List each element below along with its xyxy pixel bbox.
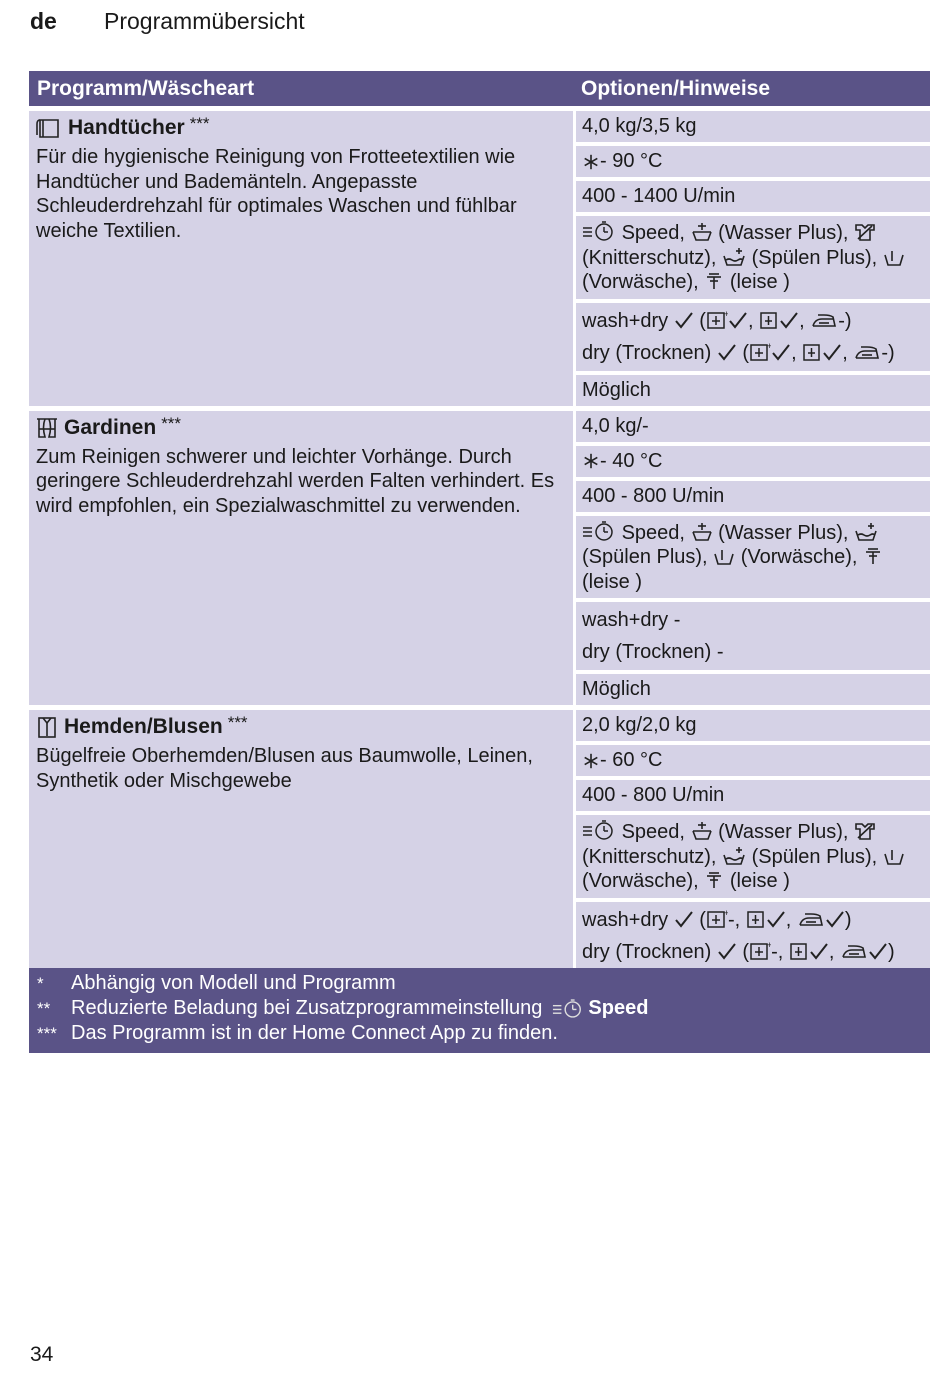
rinse-plus-icon [722, 247, 746, 267]
option-temperature [576, 745, 930, 776]
program-options [573, 111, 930, 406]
dry-extra-icon [706, 909, 728, 929]
wash-dry-line: wash+dry ( , , -) [582, 309, 852, 332]
dry-extra-icon [749, 941, 771, 961]
check-icon [809, 941, 829, 961]
shirt-icon [36, 716, 58, 738]
program-info [29, 411, 573, 706]
program-description: Für die hygienische Reinigung von Frotteetextilien wie Handtücher und Bademänteln. Angepasste Schleuderdrehzahl für optimales Waschen und fühlbar weiche Textilien. [36, 146, 517, 242]
option-extras [576, 216, 930, 299]
rinse-plus-text: (Spülen Plus), [751, 845, 878, 868]
page-title: Programmübersicht [104, 8, 305, 34]
temperature-text: - 40 °C [600, 449, 663, 472]
snowflake-icon [582, 752, 600, 770]
program-row-hemden [29, 705, 930, 1005]
water-plus-text: (Wasser Plus), [718, 821, 849, 843]
dry-label: dry (Trocknen) [582, 341, 712, 364]
knitterschutz-text: (Knitterschutz), [582, 845, 717, 868]
footnote-3 [37, 1021, 558, 1046]
dry-cupboard-icon [759, 310, 779, 330]
program-row-handtuecher [29, 106, 930, 406]
footnote-mark: ** [37, 998, 51, 1018]
speed-icon [552, 998, 584, 1019]
curtain-icon [36, 417, 58, 439]
quiet-text: (leise ) [729, 271, 790, 293]
option-temperature [576, 446, 930, 477]
wash-dry-line: wash+dry ( -, , ) [582, 908, 852, 931]
iron-dry-icon [840, 941, 868, 961]
dry-line: dry (Trocknen) ( -, , ) [582, 940, 895, 963]
check-icon [728, 310, 748, 330]
rinse-plus-icon [854, 522, 878, 542]
footnote-text: Reduzierte Beladung bei Zusatzprogrammeinstellung [71, 997, 543, 1019]
water-plus-icon [691, 821, 713, 841]
program-name-text: Gardinen [64, 415, 157, 439]
option-extras [576, 516, 930, 599]
dry-cupboard-icon [789, 941, 809, 961]
language-code: de [30, 8, 57, 34]
temperature-text: - 90 °C [600, 150, 663, 173]
wash-dry-label: wash+dry [582, 908, 669, 931]
speed-text: Speed, [621, 821, 685, 843]
footnote-2 [37, 996, 648, 1021]
option-extras [576, 815, 930, 898]
knitterschutz-icon [854, 222, 876, 242]
dry-label: dry (Trocknen) [582, 940, 712, 963]
quiet-icon [704, 271, 724, 291]
check-icon [771, 342, 791, 362]
check-icon [717, 342, 737, 362]
knitterschutz-text: (Knitterschutz), [582, 246, 717, 269]
dry-cupboard-icon [746, 909, 766, 929]
footnote-1 [37, 971, 396, 996]
program-row-gardinen [29, 406, 930, 706]
speed-icon [582, 520, 616, 542]
check-icon [825, 909, 845, 929]
option-temperature [576, 146, 930, 177]
footnote-mark: *** [37, 1023, 57, 1043]
speed-icon [582, 220, 616, 242]
wash-dry-label: wash+dry [582, 309, 669, 332]
rinse-plus-icon [722, 846, 746, 866]
check-icon [822, 342, 842, 362]
option-load: 4,0 kg/- [576, 411, 930, 442]
check-icon [779, 310, 799, 330]
program-info [29, 111, 573, 406]
dry-cupboard-icon [802, 342, 822, 362]
snowflake-icon [582, 452, 600, 470]
program-description: Bügelfreie Oberhemden/Blusen aus Baumwolle, Leinen, Synthetik oder Mischgewebe [36, 745, 533, 792]
program-name-text: Handtücher [68, 116, 185, 139]
option-spin: 400 - 800 U/min [576, 481, 930, 512]
quiet-icon [863, 546, 883, 566]
quiet-icon [704, 870, 724, 890]
table-header [29, 71, 930, 106]
prewash-text: (Vorwäsche), [582, 870, 699, 892]
rinse-plus-text: (Spülen Plus), [751, 246, 878, 269]
program-info [29, 710, 573, 1005]
footnote-stars: *** [161, 413, 182, 433]
prewash-icon [883, 846, 905, 866]
check-icon [868, 941, 888, 961]
footnote-bold: Speed [588, 997, 649, 1019]
iron-dry-icon [797, 909, 825, 929]
speed-text: Speed, [621, 521, 685, 544]
check-icon [766, 909, 786, 929]
dry-line: dry (Trocknen) ( , , -) [582, 341, 895, 364]
program-options [573, 411, 930, 706]
quiet-text: (leise ) [582, 570, 643, 593]
speed-icon [582, 819, 616, 841]
prewash-icon [883, 247, 905, 267]
program-options [573, 710, 930, 1005]
prewash-icon [713, 546, 735, 566]
footnote-text: Das Programm ist in der Home Connect App zu finden. [71, 1022, 558, 1044]
program-description: Zum Reinigen schwerer und leichter Vorhänge. Durch geringere Schleuderdrehzahl werden Falten verhindert. Es wird empfohlen, ein Spezialwaschmittel zu verwenden. [36, 445, 555, 517]
footnote-stars: *** [189, 114, 210, 133]
col-header-options: Optionen/Hinweise [581, 77, 771, 100]
snowflake-icon [582, 153, 600, 171]
towel-icon [36, 117, 62, 139]
dry-extra-icon [749, 342, 771, 362]
program-name-text: Hemden/Blusen [64, 715, 223, 738]
col-header-program: Programm/Wäscheart [37, 77, 255, 100]
rinse-plus-text: (Spülen Plus), [582, 546, 708, 568]
program-table [29, 71, 930, 1005]
page-number: 34 [30, 1343, 54, 1366]
option-drying [576, 602, 930, 670]
option-drying [576, 902, 930, 970]
water-plus-text: (Wasser Plus), [718, 222, 849, 244]
temperature-text: - 60 °C [600, 749, 663, 772]
check-icon [674, 909, 694, 929]
check-icon [717, 941, 737, 961]
option-drying [576, 303, 930, 371]
quiet-text: (leise ) [729, 870, 790, 892]
prewash-text: (Vorwäsche), [582, 271, 699, 293]
iron-dry-icon [853, 342, 881, 362]
prewash-text: (Vorwäsche), [740, 546, 858, 568]
check-icon [674, 310, 694, 330]
speed-text: Speed, [621, 222, 685, 244]
wash-dry-line: wash+dry - [582, 609, 681, 631]
program-name [36, 714, 565, 740]
footnote-mark: * [37, 973, 44, 993]
option-spin: 400 - 800 U/min [576, 780, 930, 811]
option-load: 4,0 kg/3,5 kg [576, 111, 930, 142]
footnote-text: Abhängig von Modell und Programm [71, 972, 396, 994]
knitterschutz-icon [854, 821, 876, 841]
footnote-stars: *** [227, 713, 248, 732]
water-plus-icon [691, 522, 713, 542]
footnotes [29, 968, 930, 1053]
option-spin: 400 - 1400 U/min [576, 181, 930, 212]
iron-dry-icon [810, 310, 838, 330]
water-plus-text: (Wasser Plus), [718, 521, 849, 544]
dry-line: dry (Trocknen) - [582, 641, 724, 663]
option-load: 2,0 kg/2,0 kg [576, 710, 930, 741]
option-extra: Möglich [576, 375, 930, 406]
option-extra: Möglich [576, 674, 930, 705]
dry-extra-icon [706, 310, 728, 330]
program-name [36, 415, 565, 441]
program-name [36, 115, 565, 141]
water-plus-icon [691, 222, 713, 242]
